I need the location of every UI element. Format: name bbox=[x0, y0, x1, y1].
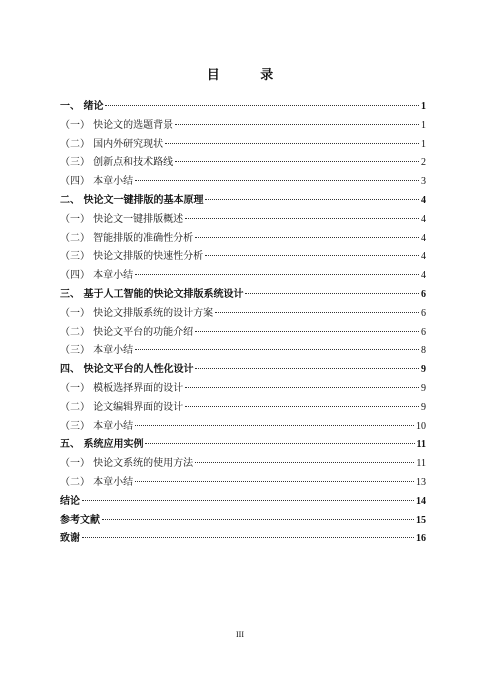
dot-leader bbox=[135, 480, 414, 482]
toc-entry-page: 1 bbox=[421, 101, 426, 112]
dot-leader bbox=[135, 273, 419, 275]
toc-entry-label: 五、 系统应用实例 bbox=[60, 439, 144, 451]
toc-entry-page: 9 bbox=[421, 401, 426, 413]
dot-leader bbox=[102, 518, 414, 520]
dot-leader bbox=[185, 386, 419, 388]
toc-entry-page: 9 bbox=[421, 382, 426, 394]
toc-entry-label: 三、 基于人工智能的快论文排版系统设计 bbox=[60, 288, 244, 300]
toc-entry-label: 结论 bbox=[60, 495, 80, 507]
toc-chapter-entry[interactable] bbox=[60, 286, 426, 305]
toc-entry-page: 1 bbox=[421, 119, 426, 131]
toc-section-entry[interactable] bbox=[60, 267, 426, 286]
toc-entry-label: （二） 论文编辑界面的设计 bbox=[60, 401, 184, 413]
toc-entry-page: 13 bbox=[416, 476, 426, 488]
dot-leader bbox=[82, 536, 414, 538]
toc-chapter-entry[interactable] bbox=[60, 192, 426, 211]
toc-entry-page: 6 bbox=[421, 326, 426, 338]
dot-leader bbox=[145, 442, 414, 444]
toc-entry-label: （四） 本章小结 bbox=[60, 270, 134, 282]
toc-chapter-entry[interactable] bbox=[60, 361, 426, 380]
toc-entry-label: （二） 本章小结 bbox=[60, 476, 134, 488]
dot-leader bbox=[105, 104, 419, 106]
toc-entry-label: 二、 快论文一键排版的基本原理 bbox=[60, 194, 204, 206]
toc-entry-label: 参考文献 bbox=[60, 514, 100, 526]
toc-section-entry[interactable] bbox=[60, 418, 426, 437]
toc-entry-page: 4 bbox=[421, 213, 426, 225]
dot-leader bbox=[185, 217, 419, 219]
toc-entry-page: 4 bbox=[421, 270, 426, 282]
toc-chapter-entry[interactable] bbox=[60, 436, 426, 455]
toc-entry-label: （三） 快论文排版的快速性分析 bbox=[60, 251, 204, 263]
toc-section-entry[interactable] bbox=[60, 305, 426, 324]
dot-leader bbox=[185, 405, 419, 407]
toc-chapter-entry[interactable] bbox=[60, 512, 426, 531]
toc-section-entry[interactable] bbox=[60, 136, 426, 155]
toc-entry-page: 8 bbox=[421, 345, 426, 357]
toc-section-entry[interactable] bbox=[60, 248, 426, 267]
toc-entry-label: 四、 快论文平台的人性化设计 bbox=[60, 364, 194, 376]
toc-section-entry[interactable] bbox=[60, 154, 426, 173]
toc-section-entry[interactable] bbox=[60, 211, 426, 230]
toc-entry-page: 16 bbox=[416, 533, 426, 545]
toc-entry-page: 2 bbox=[421, 157, 426, 169]
toc-entry-label: （二） 智能排版的准确性分析 bbox=[60, 232, 194, 244]
toc-entry-label: （三） 本章小结 bbox=[60, 345, 134, 357]
toc-entry-page: 9 bbox=[421, 364, 426, 376]
toc-chapter-entry[interactable] bbox=[60, 493, 426, 512]
toc-entry-label: （三） 创新点和技术路线 bbox=[60, 157, 174, 169]
toc-entry-page: 4 bbox=[421, 251, 426, 263]
toc-entry-label: （一） 快论文系统的使用方法 bbox=[60, 458, 194, 470]
toc-entry-page: 10 bbox=[416, 420, 426, 432]
dot-leader bbox=[135, 424, 414, 426]
toc-entry-page: 15 bbox=[416, 514, 426, 526]
toc-entry-page: 4 bbox=[421, 194, 426, 206]
toc-entry-page: 4 bbox=[421, 232, 426, 244]
dot-leader bbox=[135, 348, 419, 350]
toc-entry-page: 14 bbox=[416, 495, 426, 507]
toc-section-entry[interactable] bbox=[60, 455, 426, 474]
toc-entry-page: 11 bbox=[416, 458, 426, 470]
toc-section-entry[interactable] bbox=[60, 230, 426, 249]
toc-entry-label: （一） 快论文的选题背景 bbox=[60, 119, 174, 131]
dot-leader bbox=[82, 499, 414, 501]
toc-section-entry[interactable] bbox=[60, 399, 426, 418]
toc-entry-label: 一、 绪论 bbox=[60, 101, 104, 112]
toc-entry-label: （三） 本章小结 bbox=[60, 420, 134, 432]
dot-leader bbox=[195, 236, 419, 238]
toc-entry-page: 6 bbox=[421, 288, 426, 300]
toc-entry-label: （四） 本章小结 bbox=[60, 176, 134, 188]
dot-leader bbox=[135, 179, 419, 181]
toc-chapter-entry[interactable] bbox=[60, 530, 426, 549]
page-number: III bbox=[236, 630, 244, 639]
toc-entry-page: 1 bbox=[421, 138, 426, 150]
table-of-contents bbox=[60, 98, 426, 549]
toc-section-entry[interactable] bbox=[60, 117, 426, 136]
dot-leader bbox=[205, 198, 419, 200]
toc-entry-label: （二） 国内外研究现状 bbox=[60, 138, 164, 150]
dot-leader bbox=[175, 123, 419, 125]
toc-section-entry[interactable] bbox=[60, 380, 426, 399]
toc-entry-label: 致谢 bbox=[60, 533, 80, 545]
dot-leader bbox=[175, 160, 419, 162]
toc-entry-page: 6 bbox=[421, 307, 426, 319]
dot-leader bbox=[205, 254, 419, 256]
toc-entry-label: （一） 快论文排版系统的设计方案 bbox=[60, 307, 214, 319]
dot-leader bbox=[195, 330, 419, 332]
toc-section-entry[interactable] bbox=[60, 474, 426, 493]
toc-entry-page: 3 bbox=[421, 176, 426, 188]
toc-section-entry[interactable] bbox=[60, 324, 426, 343]
toc-entry-label: （一） 快论文一键排版概述 bbox=[60, 213, 184, 225]
toc-chapter-entry[interactable] bbox=[60, 98, 426, 117]
dot-leader bbox=[165, 142, 419, 144]
dot-leader bbox=[245, 292, 419, 294]
toc-section-entry[interactable] bbox=[60, 342, 426, 361]
dot-leader bbox=[215, 311, 419, 313]
page-title: 目 录 bbox=[206, 68, 292, 83]
dot-leader bbox=[195, 461, 414, 463]
dot-leader bbox=[195, 367, 419, 369]
toc-entry-label: （二） 快论文平台的功能介绍 bbox=[60, 326, 194, 338]
toc-entry-page: 11 bbox=[416, 439, 426, 451]
toc-section-entry[interactable] bbox=[60, 173, 426, 192]
toc-entry-label: （一） 模板选择界面的设计 bbox=[60, 382, 184, 394]
